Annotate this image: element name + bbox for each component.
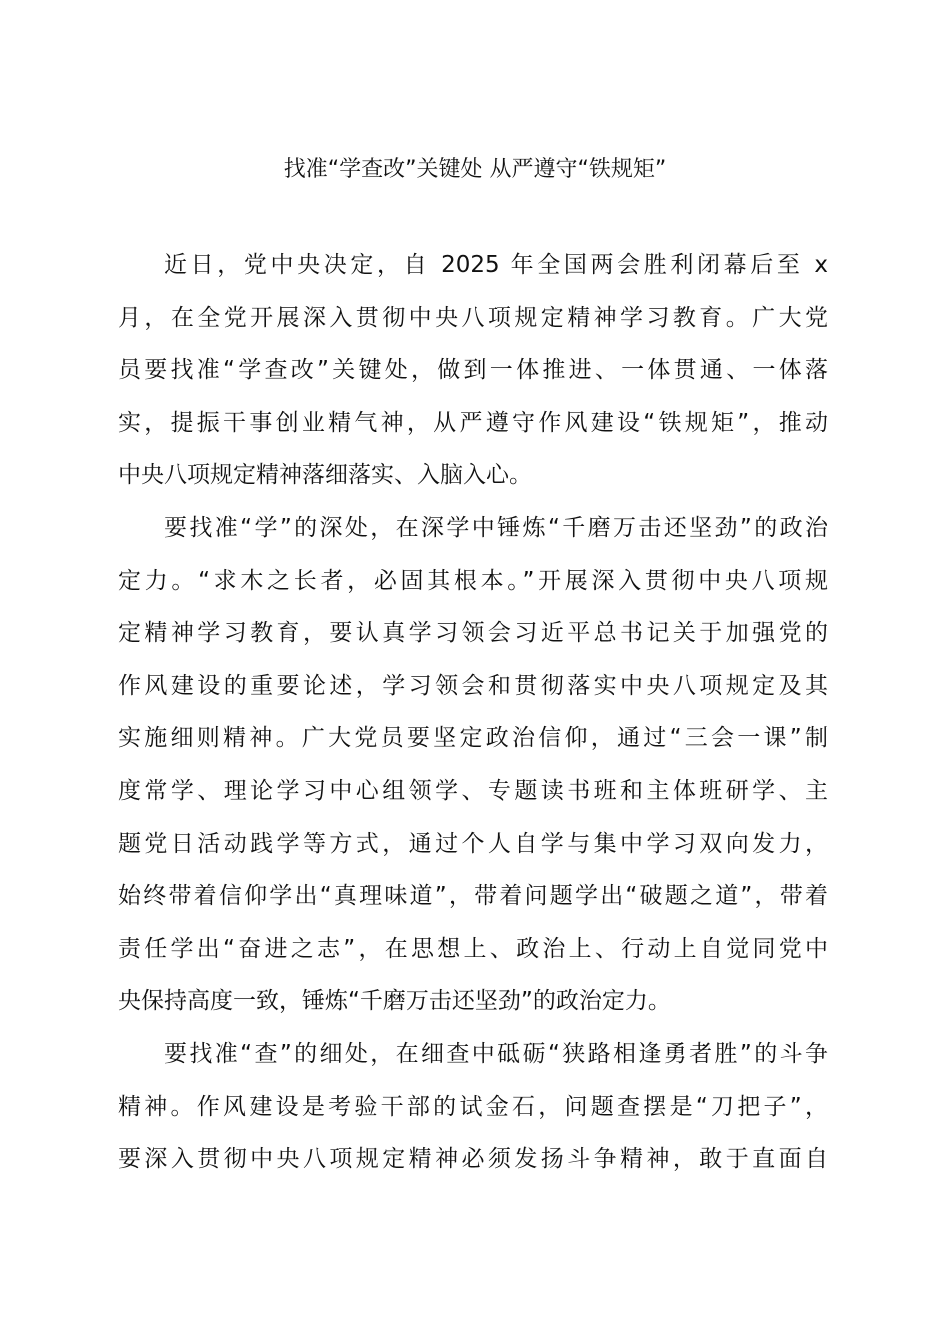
paragraph-2-line-2: 定力。“求木之长者，必固其根本。”开展深入贯彻中央八项规 xyxy=(118,567,828,594)
paragraph-1-line-2: 月，在全党开展深入贯彻中央八项规定精神学习教育。广大党 xyxy=(118,304,828,331)
paragraph-1-line-5: 中央八项规定精神落细落实、入脑入心。 xyxy=(118,462,532,489)
paragraph-2-line-3: 定精神学习教育，要认真学习领会习近平总书记关于加强党的 xyxy=(118,620,828,647)
paragraph-1-line-3: 员要找准“学查改”关键处，做到一体推进、一体贯通、一体落 xyxy=(118,357,828,384)
paragraph-3-line-3: 要深入贯彻中央八项规定精神必须发扬斗争精神，敢于直面自 xyxy=(118,1146,828,1173)
paragraph-2-line-6: 度常学、理论学习中心组领学、专题读书班和主体班研学、主 xyxy=(118,777,828,804)
paragraph-2-line-8: 始终带着信仰学出“真理味道”，带着问题学出“破题之道”，带着 xyxy=(118,883,828,910)
document-body xyxy=(118,239,828,1186)
paragraph-1-line-4: 实，提振干事创业精气神，从严遵守作风建设“铁规矩”，推动 xyxy=(118,409,828,436)
paragraph-2-line-7: 题党日活动践学等方式，通过个人自学与集中学习双向发力， xyxy=(118,830,828,857)
paragraph-2-line-10: 央保持高度一致，锤炼“千磨万击还坚劲”的政治定力。 xyxy=(118,988,671,1015)
paragraph-2-line-9: 责任学出“奋进之志”，在思想上、政治上、行动上自觉同党中 xyxy=(118,935,828,962)
paragraph-2-line-5: 实施细则精神。广大党员要坚定政治信仰，通过“三会一课”制 xyxy=(118,725,828,752)
document-title: 找准“学查改”关键处 从严遵守“铁规矩” xyxy=(283,157,667,182)
paragraph-2-line-1: 要找准“学”的深处，在深学中锤炼“千磨万击还坚劲”的政治 xyxy=(164,514,828,541)
paragraph-3-line-2: 精神。作风建设是考验干部的试金石，问题查摆是“刀把子”， xyxy=(118,1093,828,1120)
paragraph-2-line-4: 作风建设的重要论述，学习领会和贯彻落实中央八项规定及其 xyxy=(118,672,828,699)
paragraph-3-line-1: 要找准“查”的细处，在细查中砥砺“狭路相逢勇者胜”的斗争 xyxy=(164,1040,828,1067)
paragraph-1-line-1: 近日，党中央决定，自 2025 年全国两会胜利闭幕后至 x xyxy=(164,252,828,278)
